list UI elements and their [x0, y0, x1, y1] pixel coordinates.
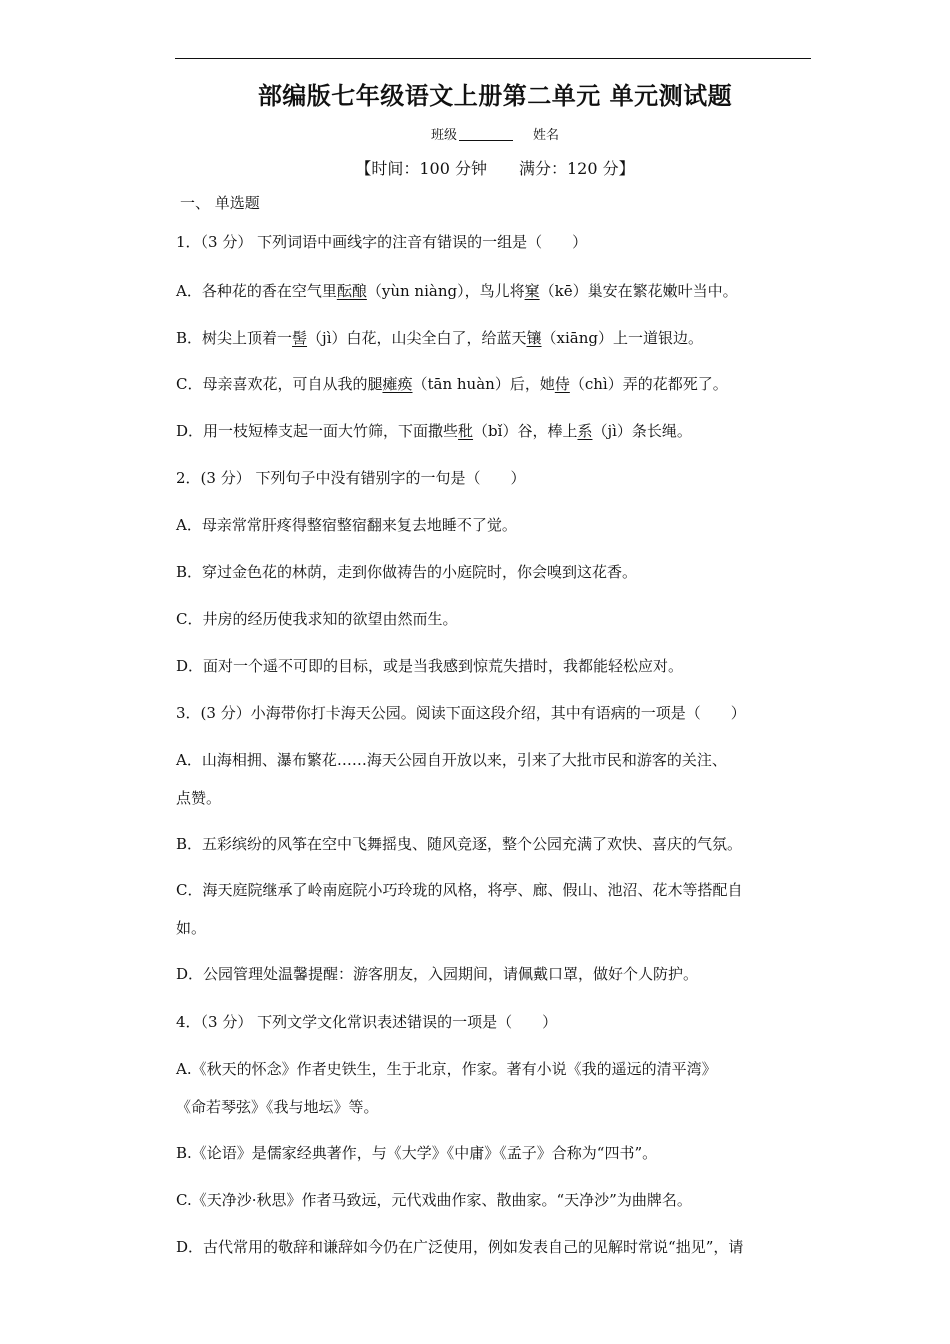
- q4-option-b: B.《论语》是儒家经典著作，与《大学》《中庸》《孟子》合称为“四书”。: [176, 1144, 658, 1162]
- q2-option-d: D．面对一个遥不可即的目标，或是当我感到惊荒失措时，我都能轻松应对。: [176, 657, 684, 675]
- q4-stem: 4．（3 分） 下列文学文化常识表述错误的一项是（ ）: [176, 1013, 558, 1031]
- q1-option-d: D．用一枝短棒支起一面大竹筛，下面撒些秕（bǐ）谷，棒上系（jì）条长绳。: [176, 422, 692, 440]
- underlined-word: 秕: [458, 422, 474, 440]
- underlined-word: 镶: [526, 329, 542, 347]
- q3-option-c: C．海天庭院继承了岭南庭院小巧玲珑的风格，将亭、廊、假山、池沼、花木等搭配自: [176, 881, 743, 899]
- underlined-word: 窠: [524, 282, 540, 300]
- underlined-word: 侍: [554, 375, 570, 393]
- underlined-word: 髻: [292, 329, 308, 347]
- q1-option-c: C．母亲喜欢花，可自从我的腿瘫痪（tān huàn）后，她侍（chì）弄的花都死了。: [176, 375, 728, 393]
- full-score: 满分：120 分】: [519, 159, 635, 178]
- q1-option-b: B．树尖上顶着一髻（jì）白花，山尖全白了，给蓝天镶（xiāng）上一道银边。: [176, 329, 703, 347]
- q2-option-a: A．母亲常常肝疼得整宿整宿翻来复去地睡不了觉。: [176, 516, 517, 534]
- q2-stem: 2．(3 分） 下列句子中没有错别字的一句是（ ）: [176, 469, 526, 487]
- student-info: [0, 124, 950, 143]
- header-rule: [175, 58, 811, 59]
- page-title: 部编版七年级语文上册第二单元 单元测试题: [257, 82, 733, 110]
- q4-option-a-cont: 《命若琴弦》《我与地坛》等。: [176, 1098, 379, 1116]
- class-blank: [459, 140, 513, 141]
- q3-option-a-cont: 点赞。: [176, 789, 222, 807]
- section-heading: 一、 单选题: [180, 194, 260, 212]
- q2-option-b: B．穿过金色花的林荫，走到你做祷告的小庭院时，你会嗅到这花香。: [176, 563, 638, 581]
- q3-option-b: B．五彩缤纷的风筝在空中飞舞摇曳、随风竞逐，整个公园充满了欢快、喜庆的气氛。: [176, 835, 743, 853]
- q1-option-a: A．各种花的香在空气里酝酿（yùn niàng），鸟儿将窠（kē）巢安在繁花嫩叶当中。: [176, 282, 738, 300]
- q3-option-d: D．公园管理处温馨提醒：游客朋友，入园期间，请佩戴口罩，做好个人防护。: [176, 965, 699, 983]
- q2-option-c: C．井房的经历使我求知的欲望由然而生。: [176, 610, 458, 628]
- underlined-word: 瘫痪: [382, 375, 413, 393]
- underlined-word: 系: [577, 422, 593, 440]
- q4-option-d: D．古代常用的敬辞和谦辞如今仍在广泛使用，例如发表自己的见解时常说“拙见”，请: [176, 1238, 744, 1256]
- class-label: 班级: [430, 128, 457, 143]
- name-label: 姓名: [533, 128, 560, 143]
- q3-option-a: A．山海相拥、瀑布繁花……海天公园自开放以来，引来了大批市民和游客的关注、: [176, 751, 727, 769]
- underlined-word: 酝酿: [336, 282, 367, 300]
- q3-option-c-cont: 如。: [176, 919, 207, 937]
- q1-stem: 1．（3 分） 下列词语中画线字的注音有错误的一组是（ ）: [176, 233, 588, 251]
- time-score-line: [0, 156, 950, 179]
- q3-stem: 3．(3 分）小海带你打卡海天公园。阅读下面这段介绍，其中有语病的一项是（ ）: [176, 704, 746, 722]
- q4-option-c: C.《天净沙·秋思》作者马致远，元代戏曲作家、散曲家。“天净沙”为曲牌名。: [176, 1191, 692, 1209]
- time-limit: 【时间：100 分钟: [355, 159, 487, 178]
- q4-option-a: A.《秋天的怀念》作者史铁生，生于北京，作家。著有小说《我的遥远的清平湾》: [176, 1060, 717, 1078]
